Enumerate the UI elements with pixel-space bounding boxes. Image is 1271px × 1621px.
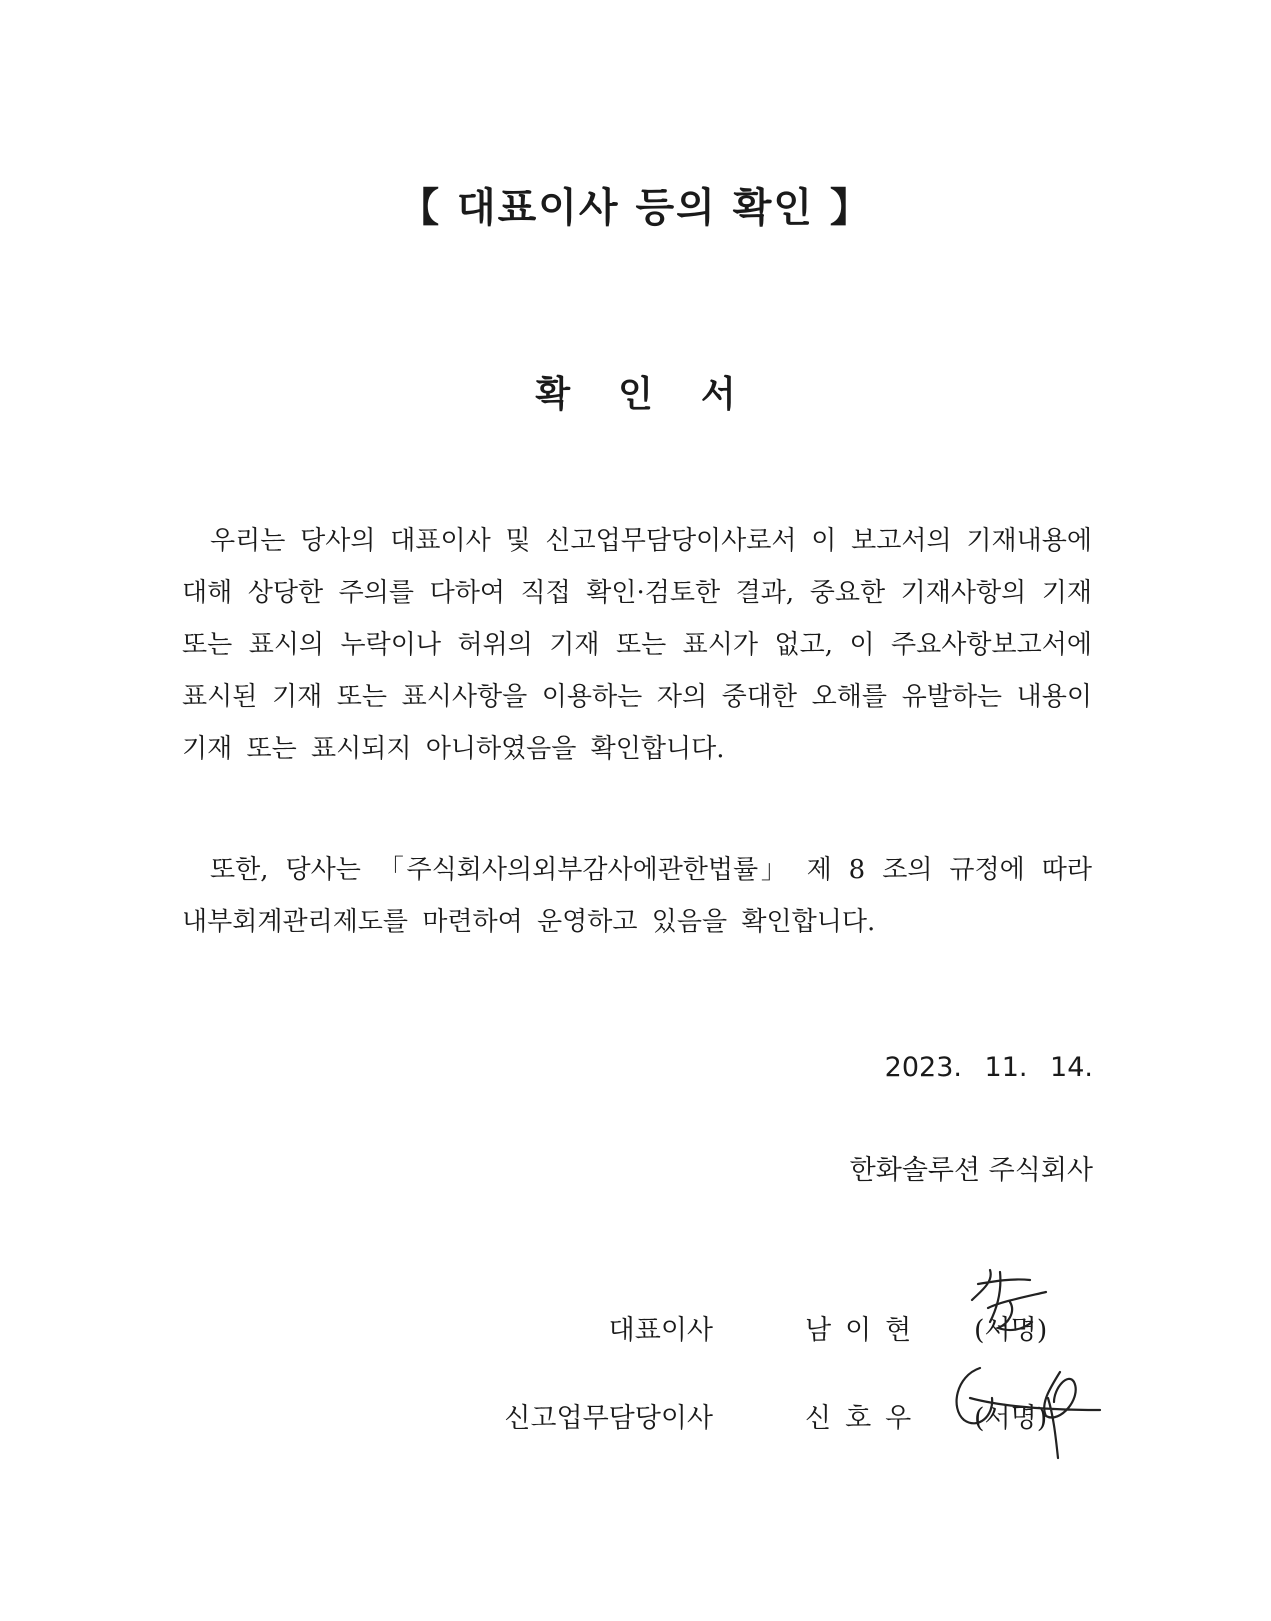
signatory-row	[0, 1396, 1271, 1456]
company-name: 한화솔루션 주식회사	[849, 1155, 1093, 1186]
signature-placeholder: (서명)	[974, 1403, 1048, 1434]
signatory-role: 대표이사	[608, 1315, 713, 1346]
signatory-name: 신호우	[805, 1403, 926, 1434]
signatory-row	[0, 1308, 1271, 1368]
signature-placeholder: (서명)	[974, 1315, 1048, 1346]
confirmation-paragraph: 우리는 당사의 대표이사 및 신고업무담당이사로서 이 보고서의 기재내용에 대해 상당한 주의를 다하여 직접 확인·검토한 결과, 중요한 기재사항의 기재 또는 표시의 누락이나 허위의 기재 또는 표시가 없고, 이 주요사항보고서에 표시된 기재 또는 표시사항을 이용하는 자의 중대한 오해를 유발하는 내용이 기재 또는 표시되지 아니하였음을 확인합니다.	[182, 526, 1092, 764]
page-heading: 【 대표이사 등의 확인 】	[399, 185, 872, 231]
document-title: 확인서	[535, 374, 784, 415]
document-date: 2023. 11. 14.	[884, 1052, 1093, 1083]
signatory-role: 신고업무담당이사	[504, 1403, 713, 1434]
internal-control-paragraph: 또한, 당사는 「주식회사의외부감사에관한법률」 제 8 조의 규정에 따라 내부회계관리제도를 마련하여 운영하고 있음을 확인합니다.	[182, 855, 1092, 937]
signatory-name: 남이현	[805, 1315, 926, 1346]
